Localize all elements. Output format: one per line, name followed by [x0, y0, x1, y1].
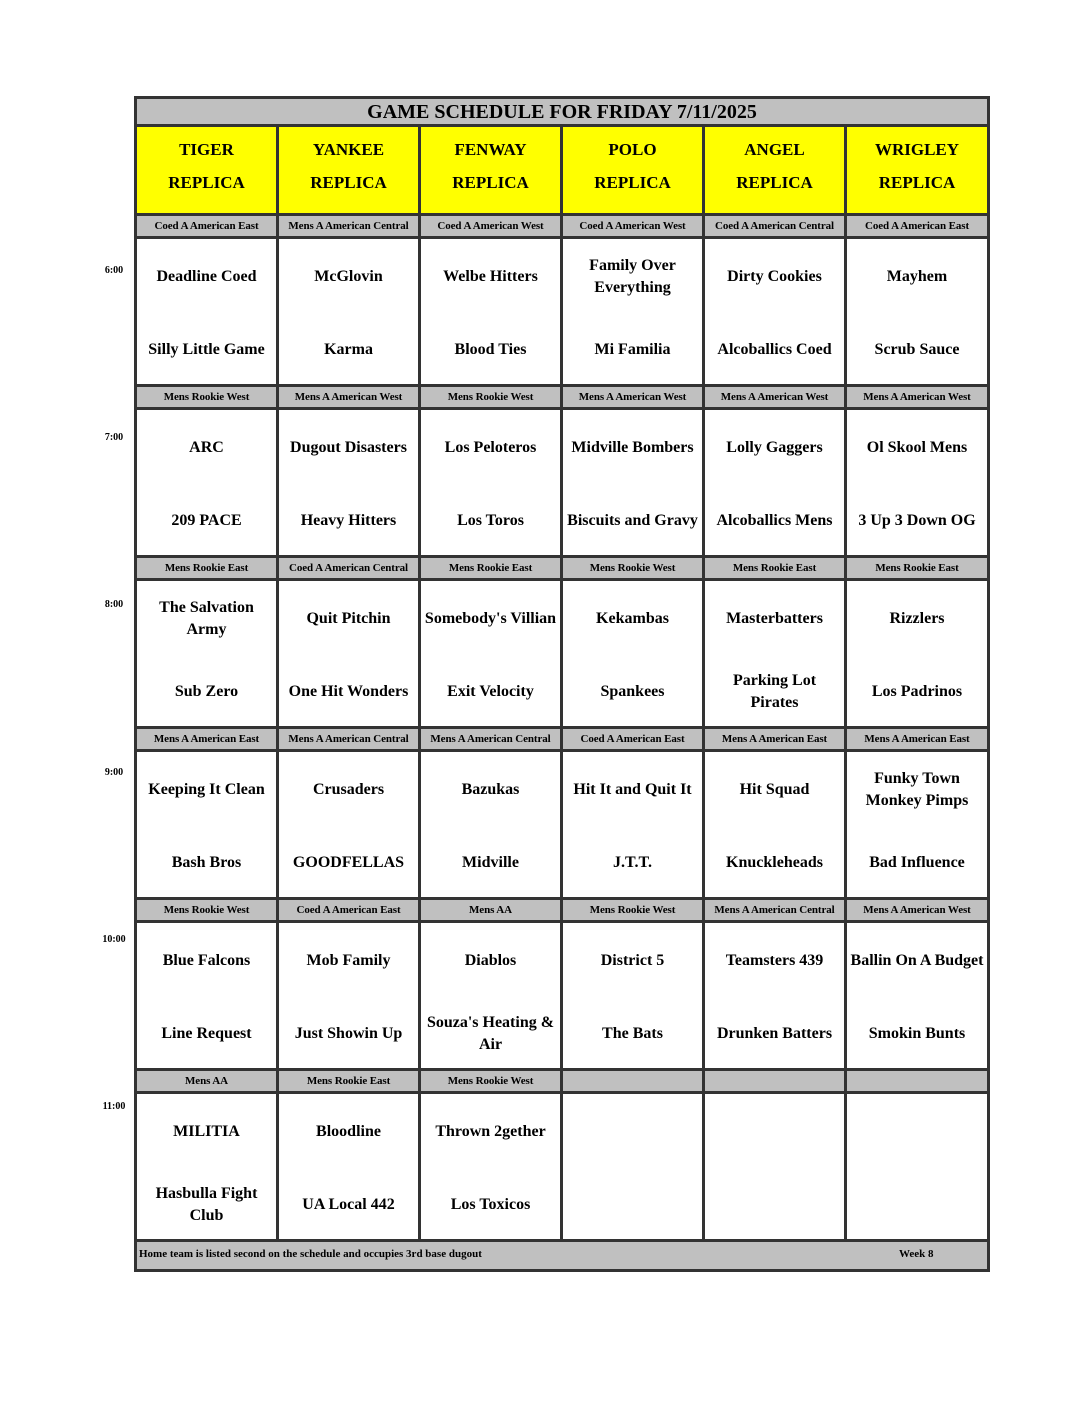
away-team: Ol Skool Mens: [866, 439, 968, 456]
field-header-wrigley: [847, 127, 987, 213]
home-team-note: Home team is listed second on the schedule and occupies 3rd base dugout: [139, 1248, 482, 1260]
game-row: [137, 752, 987, 897]
division-label: Mens Rookie East: [421, 558, 563, 578]
time-slots: [137, 216, 987, 1239]
home-team: UA Local 442: [302, 1196, 395, 1213]
game-cell: [421, 410, 563, 555]
game-cell: [705, 923, 847, 1068]
home-team: Los Padrinos: [871, 683, 963, 700]
game-cell: [705, 410, 847, 555]
game-cell: [137, 410, 279, 555]
home-team: Bash Bros: [171, 854, 242, 871]
division-row: [137, 726, 987, 752]
home-team: Bad Influence: [869, 854, 965, 871]
away-team: [705, 1107, 844, 1157]
field-header-angel: [705, 127, 847, 213]
away-team: Diablos: [464, 952, 517, 969]
home-team: Hasbulla Fight Club: [155, 1185, 258, 1224]
away-team: Mob Family: [306, 952, 391, 969]
home-team: Just Showin Up: [294, 1025, 403, 1042]
division-row: [137, 1068, 987, 1094]
time-slot-label: 7:00: [104, 432, 124, 443]
game-cell: [279, 239, 421, 384]
game-cell: [279, 923, 421, 1068]
division-label: Mens Rookie East: [279, 1071, 421, 1091]
away-team: [563, 1107, 702, 1157]
away-team: Welbe Hitters: [443, 268, 538, 285]
division-label: Coed A American East: [864, 220, 970, 232]
division-label: Mens Rookie East: [705, 558, 847, 578]
game-cell: [137, 923, 279, 1068]
away-team: Mayhem: [886, 268, 948, 285]
away-team: ARC: [189, 439, 224, 456]
home-team: Los Toros: [457, 512, 524, 529]
home-team: Parking Lot Pirates: [732, 672, 817, 711]
division-label: Coed A American Central: [279, 558, 421, 578]
game-cell: [279, 752, 421, 897]
division-label: Mens Rookie East: [137, 558, 279, 578]
game-cell: [847, 581, 987, 726]
division-label: Coed A American East: [563, 729, 705, 749]
division-label: Coed A American West: [563, 216, 705, 236]
away-team: Hit It and Quit It: [573, 781, 692, 798]
division-label: Mens A American West: [863, 391, 971, 403]
game-row: [137, 239, 987, 384]
game-cell: [563, 410, 705, 555]
week-label: Week 8: [899, 1248, 934, 1260]
time-slot-label: 9:00: [104, 767, 124, 778]
away-team: Deadline Coed: [156, 268, 257, 285]
away-team: Teamsters 439: [725, 952, 824, 969]
away-team: District 5: [600, 952, 665, 969]
home-team: Knuckleheads: [726, 854, 823, 871]
away-team: Los Peloteros: [444, 439, 537, 456]
game-cell: [705, 1094, 847, 1239]
game-cell: [705, 239, 847, 384]
field-name: FENWAY: [454, 140, 527, 159]
home-team: GOODFELLAS: [292, 854, 405, 871]
division-label: Coed A American Central: [705, 216, 847, 236]
division-label: Mens A American Central: [279, 729, 421, 749]
game-cell: [563, 239, 705, 384]
away-team: Keeping It Clean: [148, 781, 265, 798]
time-slot-label: 8:00: [104, 599, 124, 610]
game-cell: [137, 752, 279, 897]
game-cell: [421, 581, 563, 726]
division-row: [137, 555, 987, 581]
home-team: 209 PACE: [171, 512, 242, 529]
field-header-yankee: [279, 127, 421, 213]
away-team: Midville Bombers: [571, 439, 694, 456]
home-team: Drunken Batters: [716, 1025, 833, 1042]
field-name: YANKEE: [312, 140, 385, 159]
home-team: Karma: [324, 341, 373, 358]
division-label: Mens A American Central: [705, 900, 847, 920]
away-team: Family Over Everything: [589, 257, 676, 296]
game-cell: [279, 1094, 421, 1239]
away-team: Crusaders: [312, 781, 385, 798]
away-team: Bloodline: [316, 1123, 381, 1140]
schedule-table: [134, 96, 990, 1272]
game-cell: [705, 752, 847, 897]
field-header-polo: [563, 127, 705, 213]
away-team: Ballin On A Budget: [850, 952, 984, 969]
field-subtitle: REPLICA: [594, 173, 671, 192]
field-header-fenway: [421, 127, 563, 213]
home-team: J.T.T.: [613, 854, 652, 871]
division-label: Mens A American West: [563, 387, 705, 407]
game-cell: [705, 581, 847, 726]
game-cell: [421, 923, 563, 1068]
away-team: Masterbatters: [726, 610, 823, 627]
division-label: Mens Rookie West: [421, 387, 563, 407]
division-label: Mens A American Central: [421, 729, 563, 749]
time-slot-label: 10:00: [102, 934, 126, 945]
division-label: Mens Rookie West: [421, 1071, 563, 1091]
home-team: One Hit Wonders: [288, 683, 409, 700]
away-team: [847, 1107, 987, 1157]
home-team: Souza's Heating & Air: [426, 1014, 555, 1053]
field-header-row: [137, 127, 987, 216]
field-subtitle: REPLICA: [452, 173, 529, 192]
division-label: Mens AA: [137, 1071, 279, 1091]
game-cell: [279, 410, 421, 555]
division-label: Mens AA: [421, 900, 563, 920]
game-cell: [847, 923, 987, 1068]
division-label: Mens A American East: [864, 733, 970, 745]
home-team: Exit Velocity: [447, 683, 534, 700]
away-team: The Salvation Army: [159, 599, 254, 638]
division-label: Mens A American West: [863, 904, 971, 916]
away-team: Funky Town Monkey Pimps: [865, 770, 969, 809]
home-team: Alcoballics Mens: [716, 512, 833, 529]
game-cell: [137, 239, 279, 384]
game-cell: [563, 752, 705, 897]
game-row: [137, 581, 987, 726]
away-team: Quit Pitchin: [306, 610, 391, 627]
field-name: POLO: [608, 140, 657, 159]
field-subtitle: REPLICA: [736, 173, 813, 192]
away-team: Somebody's Villian: [424, 610, 557, 627]
away-team: Kekambas: [596, 610, 669, 627]
home-team: Smokin Bunts: [868, 1025, 966, 1042]
home-team: 3 Up 3 Down OG: [858, 512, 976, 529]
division-label: Mens Rookie East: [875, 562, 959, 574]
division-label: Mens A American East: [705, 729, 847, 749]
game-cell: [563, 923, 705, 1068]
game-cell: [563, 1094, 705, 1239]
field-name: ANGEL: [744, 140, 805, 159]
game-cell: [137, 581, 279, 726]
field-subtitle: REPLICA: [310, 173, 387, 192]
field-subtitle: REPLICA: [168, 173, 245, 192]
game-row: [137, 1094, 987, 1239]
home-team: Alcoballics Coed: [717, 341, 832, 358]
game-cell: [563, 581, 705, 726]
away-team: Hit Squad: [739, 781, 810, 798]
home-team: The Bats: [602, 1025, 663, 1042]
home-team: Sub Zero: [174, 683, 239, 700]
game-cell: [847, 752, 987, 897]
division-label: Coed A American East: [137, 216, 279, 236]
game-cell: [279, 581, 421, 726]
home-team: Line Request: [161, 1025, 252, 1042]
away-team: Lolly Gaggers: [726, 439, 823, 456]
home-team: Los Toxicos: [450, 1196, 531, 1213]
home-team: [847, 1180, 987, 1230]
division-label: [563, 1071, 705, 1091]
field-name: WRIGLEY: [874, 140, 960, 159]
home-team: Mi Familia: [594, 341, 671, 358]
division-label: Mens A American East: [137, 729, 279, 749]
home-team: Spankees: [600, 683, 665, 700]
game-cell: [847, 410, 987, 555]
division-label: Mens Rookie West: [137, 387, 279, 407]
home-team: Blood Ties: [454, 341, 527, 358]
game-cell: [847, 239, 987, 384]
time-slot-label: 11:00: [102, 1101, 126, 1112]
away-team: Bazukas: [461, 781, 520, 798]
division-label: Mens A American Central: [279, 216, 421, 236]
field-header-tiger: [137, 127, 279, 213]
field-subtitle: REPLICA: [878, 173, 956, 192]
home-team: Midville: [462, 854, 519, 871]
schedule-footer: [137, 1239, 987, 1269]
division-label: Mens Rookie West: [563, 558, 705, 578]
division-label: Coed A American West: [421, 216, 563, 236]
game-cell: [421, 239, 563, 384]
home-team: [705, 1180, 844, 1230]
away-team: MILITIA: [173, 1123, 240, 1140]
division-row: [137, 897, 987, 923]
division-label: Mens A American West: [279, 387, 421, 407]
away-team: Dugout Disasters: [290, 439, 407, 456]
home-team: Scrub Sauce: [874, 341, 960, 358]
division-label: [705, 1071, 847, 1091]
division-label: Coed A American East: [279, 900, 421, 920]
home-team: Silly Little Game: [148, 341, 265, 358]
schedule-title: GAME SCHEDULE FOR FRIDAY 7/11/2025: [137, 99, 987, 127]
division-label: Mens A American West: [705, 387, 847, 407]
game-cell: [421, 1094, 563, 1239]
division-label: Mens Rookie West: [137, 900, 279, 920]
away-team: McGlovin: [314, 268, 383, 285]
away-team: Dirty Cookies: [727, 268, 822, 285]
division-label: [847, 1071, 987, 1091]
home-team: Biscuits and Gravy: [567, 512, 698, 529]
division-label: Mens Rookie West: [563, 900, 705, 920]
game-row: [137, 410, 987, 555]
game-cell: [847, 1094, 987, 1239]
field-name: TIGER: [179, 140, 234, 159]
home-team: Heavy Hitters: [300, 512, 397, 529]
away-team: Thrown 2gether: [435, 1123, 546, 1140]
away-team: Blue Falcons: [162, 952, 251, 969]
division-row: [137, 384, 987, 410]
division-row: [137, 216, 987, 239]
game-cell: [137, 1094, 279, 1239]
away-team: Rizzlers: [889, 610, 945, 627]
game-row: [137, 923, 987, 1068]
time-slot-label: 6:00: [104, 265, 124, 276]
home-team: [563, 1180, 702, 1230]
game-cell: [421, 752, 563, 897]
